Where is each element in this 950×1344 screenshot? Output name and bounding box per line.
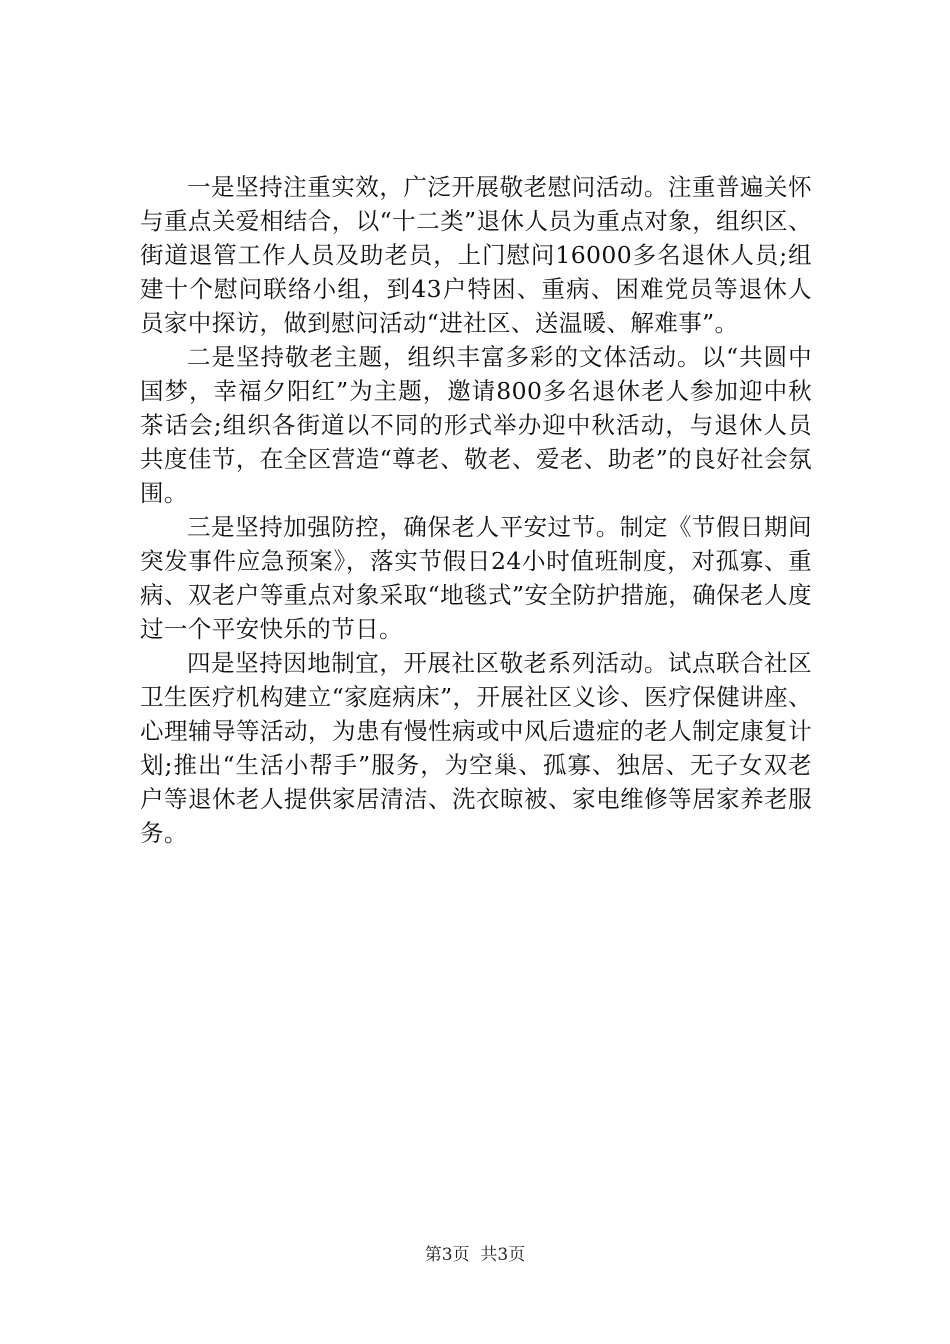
page-footer <box>0 1244 950 1266</box>
page-number-current: 第3页 <box>424 1245 470 1265</box>
paragraph-4: 四是坚持因地制宜，开展社区敬老系列活动。试点联合社区卫生医疗机构建立“家庭病床”，开展社区义诊、医疗保健讲座、心理辅导等活动，为患有慢性病或中风后遗症的老人制定康复计划;推出“生活小帮手”服务，为空巢、孤寡、独居、无子女双老户等退休老人提供家居清洁、洗衣晾被、家电维修等居家养老服务。 <box>140 649 812 847</box>
document-body <box>140 170 812 850</box>
paragraph-3: 三是坚持加强防控，确保老人平安过节。制定《节假日期间突发事件应急预案》，落实节假日24小时值班制度，对孤寡、重病、双老户等重点对象采取“地毯式”安全防护措施，确保老人度过一个平安快乐的节日。 <box>140 513 812 643</box>
page-number-total: 共3页 <box>480 1245 526 1265</box>
footer-separator <box>470 1245 481 1265</box>
paragraph-2: 二是坚持敬老主题，组织丰富多彩的文体活动。以“共圆中国梦，幸福夕阳红”为主题，邀请800多名退休老人参加迎中秋茶话会;组织各街道以不同的形式举办迎中秋活动，与退休人员共度佳节，在全区营造“尊老、敬老、爱老、助老”的良好社会氛围。 <box>140 343 812 507</box>
paragraph-1: 一是坚持注重实效，广泛开展敬老慰问活动。注重普遍关怀与重点关爱相结合，以“十二类”退休人员为重点对象，组织区、街道退管工作人员及助老员，上门慰问16000多名退休人员;组建十个慰问联络小组，到43户特困、重病、困难党员等退休人员家中探访，做到慰问活动“进社区、送温暖、解难事”。 <box>140 173 812 337</box>
